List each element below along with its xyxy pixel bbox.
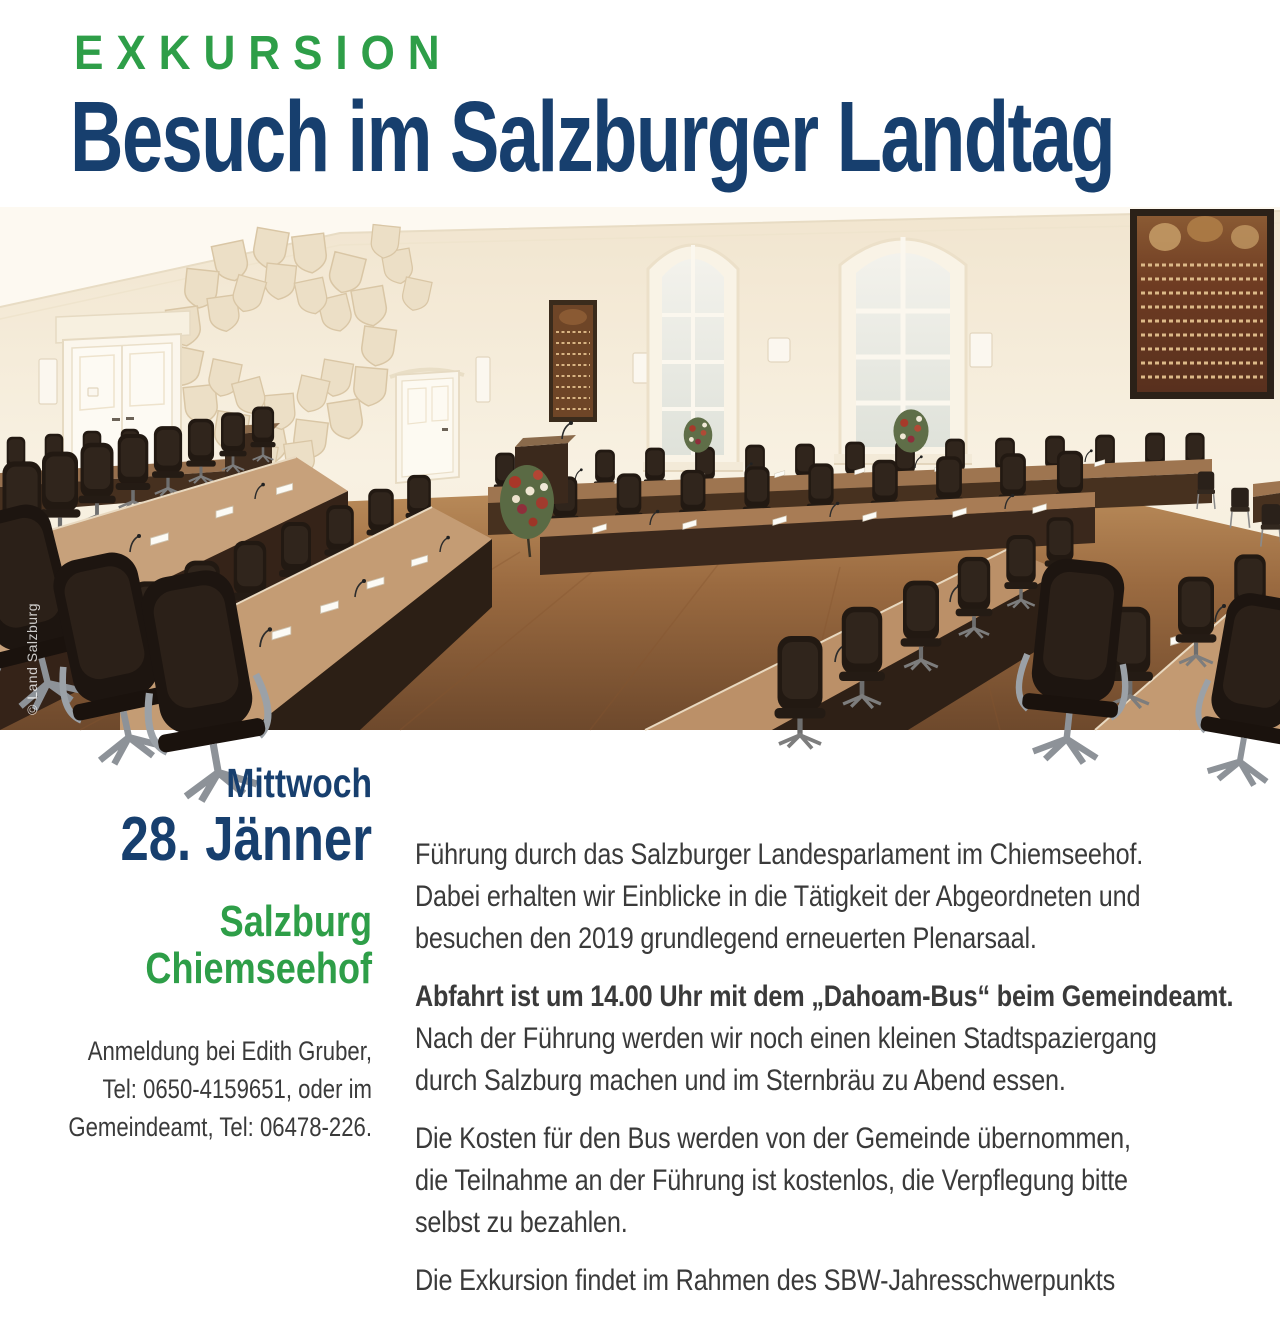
event-location-city: Salzburg bbox=[219, 897, 372, 946]
body-line: durch Salzburg machen und im Sternbräu zu Abend essen. bbox=[415, 1064, 1066, 1097]
photo-credit: © Land Salzburg bbox=[24, 603, 40, 715]
event-weekday: Mittwoch bbox=[226, 760, 372, 806]
body-line: selbst zu bezahlen. bbox=[415, 1206, 628, 1239]
paragraph-rahmen bbox=[415, 1260, 1247, 1302]
body-line: besuchen den 2019 grundlegend erneuerten Plenarsaal. bbox=[415, 922, 1037, 955]
kicker: EXKURSION bbox=[74, 27, 453, 80]
contact-line: Gemeindeamt, Tel: 06478-226. bbox=[68, 1112, 372, 1142]
large-painting bbox=[1130, 209, 1274, 399]
body-line: Dabei erhalten wir Einblicke in die Tätigkeit der Abgeordneten und bbox=[415, 880, 1141, 913]
contact-info bbox=[67, 1032, 372, 1146]
paragraph-fuehrung bbox=[415, 834, 1247, 960]
window-bouquet-left bbox=[684, 417, 713, 452]
paragraph-kosten bbox=[415, 1118, 1247, 1244]
plenary-hall-illustration bbox=[0, 207, 1280, 730]
body-line: Führung durch das Salzburger Landesparlament im Chiemseehof. bbox=[415, 838, 1144, 871]
body-text-column bbox=[415, 834, 1247, 1318]
body-line: Nach der Führung werden wir noch einen kleinen Stadtspaziergang bbox=[415, 1022, 1157, 1055]
page-title: Besuch im Salzburger Landtag bbox=[70, 81, 1115, 193]
contact-line: Anmeldung bei Edith Gruber, bbox=[87, 1036, 372, 1066]
back-door bbox=[390, 369, 464, 483]
body-line: Die Exkursion findet im Rahmen des SBW-Jahresschwerpunkts bbox=[415, 1264, 1116, 1297]
event-date: 28. Jänner bbox=[120, 805, 372, 874]
event-location-venue: Chiemseehof bbox=[145, 944, 372, 993]
small-framed-poster bbox=[549, 300, 597, 422]
body-line: Die Kosten für den Bus werden von der Gemeinde übernommen, bbox=[415, 1122, 1131, 1155]
paragraph-abfahrt bbox=[415, 976, 1247, 1102]
plenary-hall-photo bbox=[0, 207, 1280, 730]
body-line-bold: Abfahrt ist um 14.00 Uhr mit dem „Dahoam-Bus“ beim Gemeindeamt. bbox=[415, 980, 1234, 1013]
window-bouquet-right bbox=[893, 409, 928, 452]
body-line: die Teilnahme an der Führung ist kostenlos, die Verpflegung bitte bbox=[415, 1164, 1128, 1197]
event-info-column bbox=[67, 760, 372, 1146]
contact-line: Tel: 0650-4159651, oder im bbox=[102, 1074, 372, 1104]
